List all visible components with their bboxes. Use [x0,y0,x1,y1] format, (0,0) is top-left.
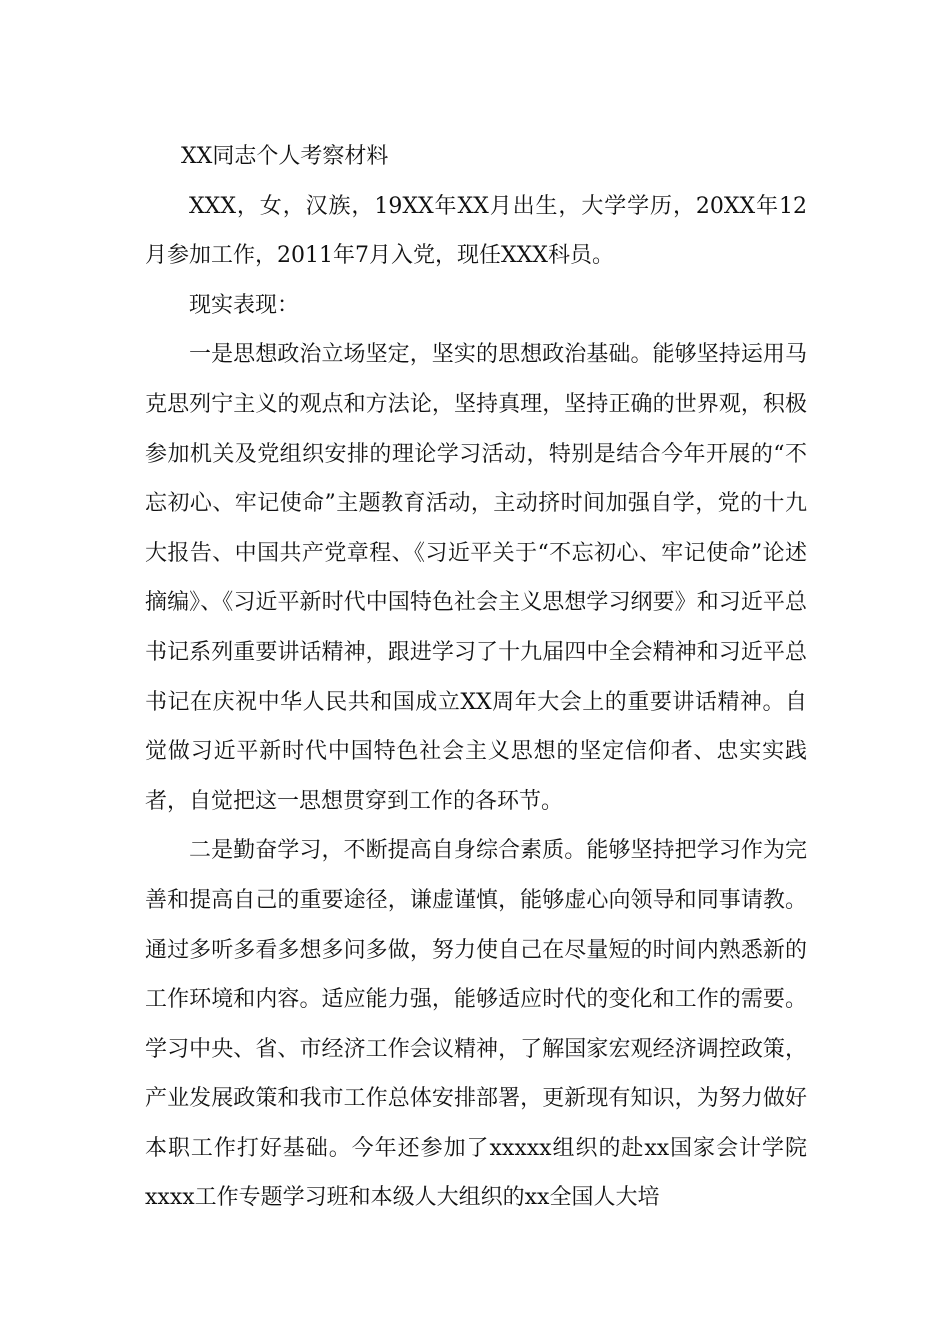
paragraph-diligent-study: 二是勤奋学习，不断提高自身综合素质。能够坚持把学习作为完善和提高自己的重要途径，谦虚谨慎，能够虚心向领导和同事请教。通过多听多看多想多问多做，努力使自己在尽量短的时间内熟悉新的工作环境和内容。适应能力强，能够适应时代的变化和工作的需要。学习中央、省、市经济工作会议精神，了解国家宏观经济调控政策，产业发展政策和我市工作总体安排部署，更新现有知识，为努力做好本职工作打好基础。今年还参加了xxxxx组织的赴xx国家会计学院xxxx工作专题学习班和本级人大组织的xx全国人大培 [145,838,807,1211]
intro-paragraph: XXX，女，汉族，19XX年XX月出生，大学学历，20XX年12月参加工作，2011年7月入党，现任XXX科员。 [145,193,807,269]
section-label: 现实表现： [189,292,300,318]
paragraph-political-stance: 一是思想政治立场坚定，坚实的思想政治基础。能够坚持运用马克思列宁主义的观点和方法论，坚持真理，坚持正确的世界观，积极参加机关及党组织安排的理论学习活动，特别是结合今年开展的“不忘初心、牢记使命”主题教育活动，主动挤时间加强自学，党的十九大报告、中国共产党章程、《习近平关于“不忘初心、牢记使命”论述摘编》、《习近平新时代中国特色社会主义思想学习纲要》和习近平总书记系列重要讲话精神，跟进学习了十九届四中全会精神和习近平总书记在庆祝中华人民共和国成立XX周年大会上的重要讲话精神。自觉做习近平新时代中国特色社会主义思想的坚定信仰者、忠实实践者，自觉把这一思想贯穿到工作的各环节。 [145,342,807,814]
document-title: XX同志个人考察材料 [181,144,389,169]
document-body [145,132,807,1223]
